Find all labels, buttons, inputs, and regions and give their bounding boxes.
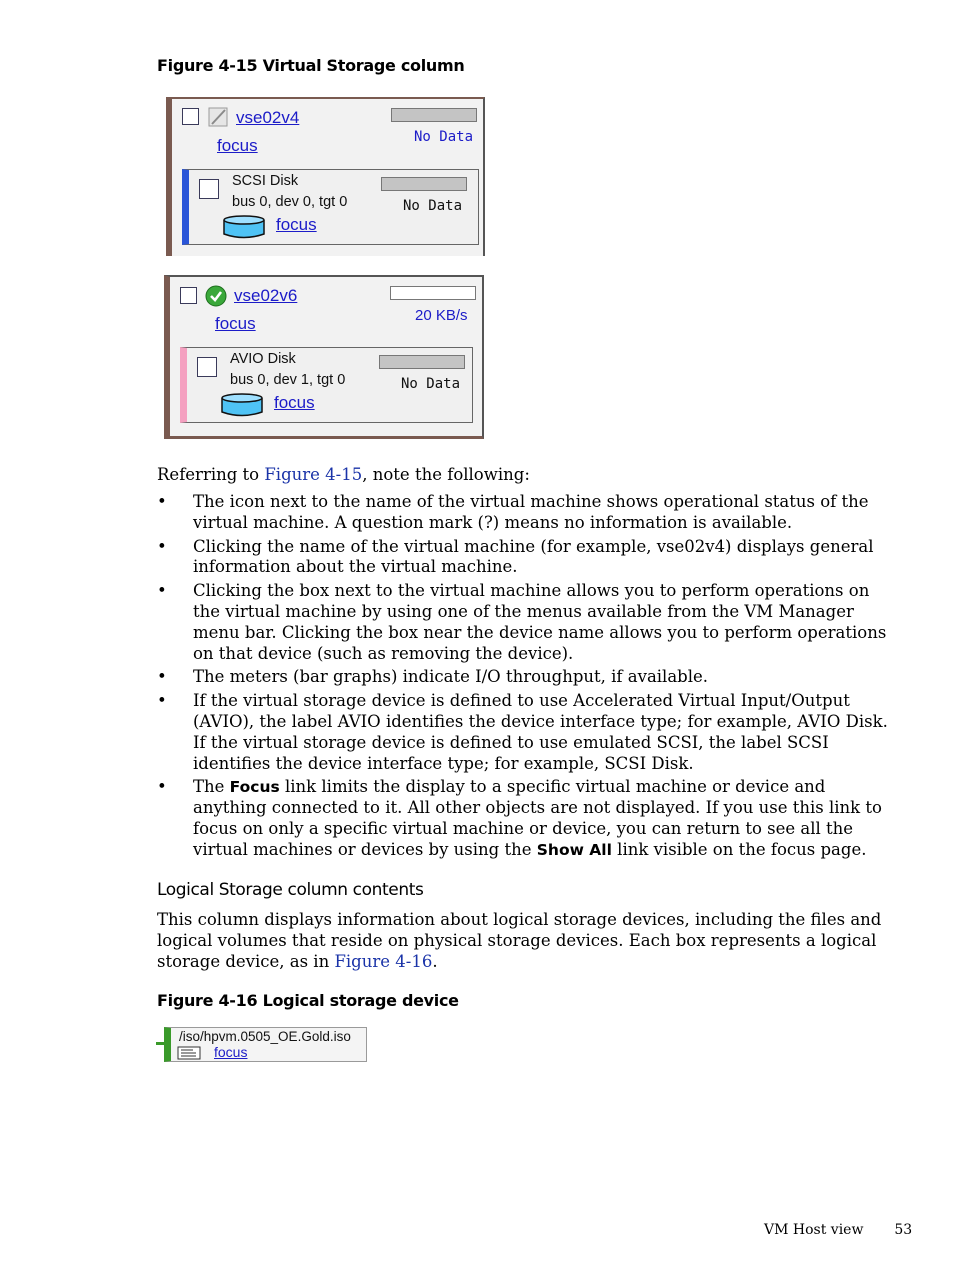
intro-paragraph (157, 465, 897, 486)
device-address: bus 0, dev 0, tgt 0 (232, 194, 348, 210)
device-meter-value: No Data (401, 376, 461, 392)
intro-text: Referring to (157, 465, 265, 484)
page-number: 53 (894, 1222, 913, 1238)
list-item: • If the virtual storage device is defined to use Accelerated Virtual Input/Output (AVIO), the label AVIO identifies the device interface type; for example, AVIO Disk. If the virtual storage device is defined to use emulated SCSI, the label SCSI identifies the device interface type; for example, SCSI Disk. (157, 691, 899, 774)
figure-4-16-link[interactable]: Figure 4-16 (334, 951, 433, 971)
file-icon (177, 1046, 201, 1060)
intro-text: , note the following: (362, 465, 530, 484)
vm-select-checkbox[interactable] (182, 108, 199, 125)
list-item: • Clicking the name of the virtual machine (for example, vse02v4) displays general information about the virtual machine. (157, 537, 899, 579)
section-paragraph: This column displays information about logical storage devices, including the files and logical volumes that reside on physical storage devices. Each box represents a logical storage device, as in Figure 4-16. (157, 910, 882, 971)
vm-focus-link[interactable]: focus (215, 314, 256, 333)
vm-throughput-meter (390, 286, 476, 300)
list-item: • The meters (bar graphs) indicate I/O throughput, if available. (157, 667, 899, 688)
device-select-checkbox[interactable] (197, 357, 217, 377)
section-heading: Logical Storage column contents (157, 880, 424, 900)
vm-meter-value: 20 KB/s (415, 307, 468, 324)
figure-4-15-link[interactable]: Figure 4-15 (264, 465, 363, 484)
device-type-label: AVIO Disk (230, 351, 296, 367)
device-focus-link[interactable]: focus (276, 215, 317, 234)
device-box-avio (180, 347, 473, 423)
figure-caption: Figure 4-15 Virtual Storage column (157, 56, 465, 75)
vm-name-link[interactable]: vse02v6 (234, 286, 298, 305)
device-meter-value: No Data (403, 198, 463, 214)
disk-icon (222, 214, 266, 240)
vm-box-vse02v6 (164, 275, 484, 439)
vm-select-checkbox[interactable] (180, 287, 197, 304)
list-item: • Clicking the box next to the virtual machine allows you to perform operations on the virtual machine by using one of the menus available from the VM Manager menu bar. Clicking the box near the device name allows you to perform operations on that device (such as removing the device). (157, 581, 899, 664)
notes-list (157, 492, 899, 864)
footer-section: VM Host view (764, 1222, 864, 1238)
logical-device-path: /iso/hpvm.0505_OE.Gold.iso (179, 1029, 351, 1044)
vm-throughput-meter (391, 108, 477, 122)
device-focus-link[interactable]: focus (274, 393, 315, 412)
disk-icon (220, 392, 264, 418)
list-item: • The Focus link limits the display to a specific virtual machine or device and anything connected to it. All other objects are not displayed. If you use this link to focus on only a specific virtual machine or device, you can return to see all the virtual machines or devices by using the Show All link visible on the focus page. (157, 777, 899, 860)
vm-name-link[interactable]: vse02v4 (236, 108, 300, 127)
show-all-term: Show All (536, 840, 612, 859)
device-address: bus 0, dev 1, tgt 0 (230, 372, 346, 388)
ok-status-icon (205, 285, 227, 307)
figure-caption: Figure 4-16 Logical storage device (157, 991, 459, 1010)
device-throughput-meter (379, 355, 465, 369)
device-box-scsi (182, 169, 479, 245)
device-throughput-meter (381, 177, 467, 191)
connector-line (156, 1042, 164, 1045)
list-item: • The icon next to the name of the virtual machine shows operational status of the virtual machine. A question mark (?) means no information is available. (157, 492, 899, 534)
device-type-label: SCSI Disk (232, 173, 299, 189)
unknown-status-icon (208, 107, 228, 127)
page-footer (764, 1222, 912, 1238)
vm-focus-link[interactable]: focus (217, 136, 258, 155)
logical-storage-box (156, 1027, 367, 1062)
device-select-checkbox[interactable] (199, 179, 219, 199)
logical-focus-link[interactable]: focus (214, 1044, 248, 1060)
vm-meter-value: No Data (414, 129, 474, 145)
focus-term: Focus (229, 778, 280, 797)
vm-box-vse02v4 (166, 97, 485, 256)
